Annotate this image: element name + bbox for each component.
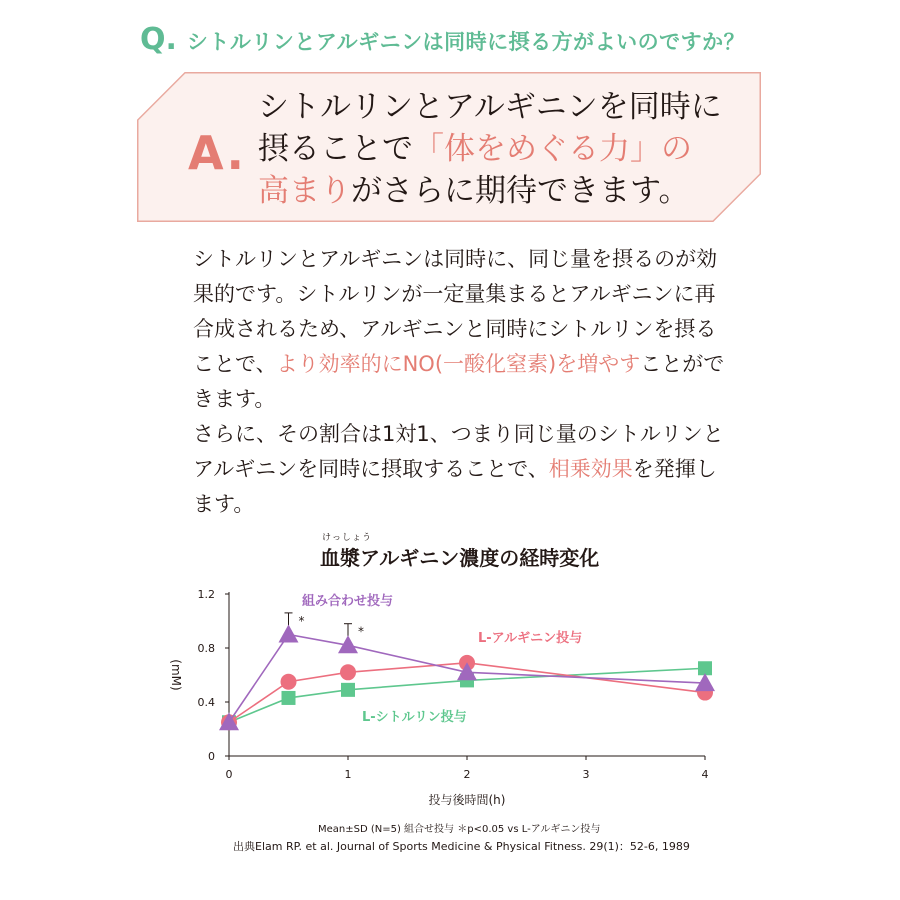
x-tick-label: 1 — [344, 768, 352, 781]
y-tick-label: 0.4 — [197, 696, 215, 709]
body-p2-highlight: 相乗効果 — [548, 457, 633, 481]
x-tick-label: 0 — [225, 768, 233, 781]
data-point-square — [282, 691, 296, 705]
legend-label: L-シトルリン投与 — [362, 710, 467, 725]
body-p2-pre: さらに、その割合は1対1、つまり同じ量のシトルリンとアルギニンを同時に摂取することで、 — [193, 422, 724, 481]
answer-highlight-2: 高まり — [258, 173, 351, 209]
y-tick-label: 0 — [208, 750, 215, 763]
body-p1-post: ことができます。 — [193, 352, 725, 411]
x-tick-label: 4 — [701, 768, 709, 781]
x-axis-label: 投与後時間(h) — [428, 793, 506, 807]
question-text: シトルリンとアルギニンは同時に摂る方がよいのですか？ — [186, 30, 746, 54]
significance-mark: * — [298, 613, 305, 628]
legend-label: L-アルギニン投与 — [478, 631, 583, 646]
data-point-triangle — [279, 625, 299, 643]
significance-mark: * — [358, 624, 364, 639]
chart-source: 出典Elam RP. et al. Journal of Sports Medicine & Physical Fitness. 29(1)：52-6, 1989 — [233, 840, 690, 853]
body-p2-post: を発揮します。 — [193, 457, 717, 516]
data-point-circle — [340, 664, 356, 680]
data-point-circle — [281, 674, 297, 690]
a-mark: A. — [188, 126, 246, 180]
answer-line-2-pre: 摂ることで — [258, 131, 413, 167]
y-axis-label: (mM) — [169, 659, 183, 691]
answer-highlight-1: 「体をめぐる力」の — [413, 131, 692, 167]
answer-line-1: シトルリンとアルギニンを同時に — [258, 89, 722, 125]
chart-title-ruby: けっしょう — [322, 533, 373, 543]
legend-label: 組み合わせ投与 — [302, 594, 394, 609]
chart-footnote: Mean±SD (N=5) 組合せ投与 ＊p<0.05 vs L-アルギニン投与 — [318, 824, 601, 835]
x-tick-label: 2 — [463, 768, 471, 781]
body-p1-pre: シトルリンとアルギニンは同時に、同じ量を摂るのが効果的です。シトルリンが一定量集まるとアルギニンに再合成されるため、アルギニンと同時にシトルリンを摂ることで、 — [193, 247, 718, 376]
body-p1-highlight: より効率的にNO(一酸化窒素)を増やす — [276, 352, 641, 376]
data-point-square — [341, 683, 355, 697]
answer-line-3-post: がさらに期待できます。 — [351, 173, 690, 209]
chart-title: 血漿アルギニン濃度の経時変化 — [320, 546, 600, 570]
x-tick-label: 3 — [582, 768, 590, 781]
q-mark: Q. — [140, 22, 177, 57]
y-tick-label: 0.8 — [197, 642, 215, 655]
y-tick-label: 1.2 — [197, 588, 215, 601]
